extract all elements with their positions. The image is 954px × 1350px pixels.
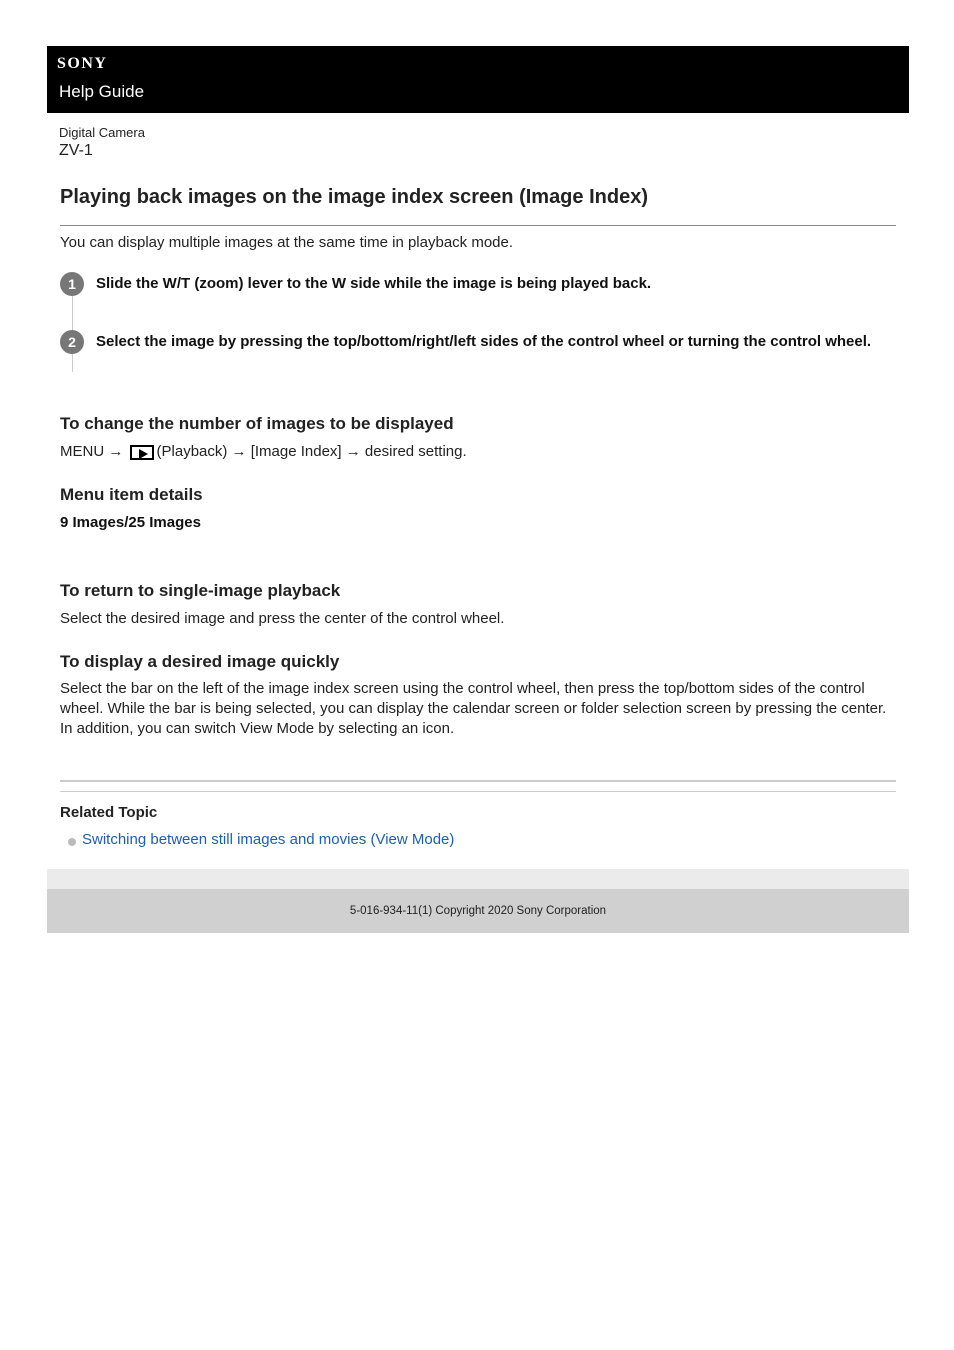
footer-copyright: 5-016-934-11(1) Copyright 2020 Sony Corporation: [47, 889, 909, 933]
section-heading-menu-details: Menu item details: [60, 485, 203, 504]
step-number-1: 1: [60, 272, 84, 296]
bullet-icon: [68, 838, 76, 846]
playback-icon: [130, 445, 154, 460]
related-topic-heading: Related Topic: [60, 804, 158, 821]
title-divider: [60, 225, 896, 226]
page-title: Playing back images on the image index screen (Image Index): [60, 186, 648, 208]
display-quickly-text: Select the bar on the left of the image index screen using the control wheel, then press the top/bottom sides of the control wheel. While the bar is being selected, you can display the calendar screen or folder selection screen by pressing the center. In addition, you can switch View Mode by selecting an icon.: [60, 680, 887, 737]
menu-path-suffix: (Playback) → [Image Index] → desired setting.: [156, 443, 467, 460]
steps-connector-line: [72, 284, 73, 372]
intro-text: You can display multiple images at the same time in playback mode.: [60, 234, 514, 251]
related-divider-top: [60, 780, 896, 782]
section-heading-display-quickly: To display a desired image quickly: [60, 652, 340, 671]
product-model: ZV-1: [59, 142, 93, 159]
menu-item-images: 9 Images/25 Images: [60, 514, 201, 531]
step-text-2: Select the image by pressing the top/bottom/right/left sides of the control wheel or turning the control wheel.: [96, 333, 872, 350]
sony-logo: SONY: [57, 55, 108, 72]
help-guide-title: Help Guide: [59, 82, 145, 101]
menu-path: [60, 442, 467, 462]
footer-spacer: [47, 869, 909, 889]
related-link-view-mode[interactable]: Switching between still images and movies (View Mode): [82, 831, 455, 848]
header-bar: [47, 46, 909, 113]
section-heading-single-playback: To return to single-image playback: [60, 581, 341, 600]
step-number-2: 2: [60, 330, 84, 354]
step-text-1: Slide the W/T (zoom) lever to the W side while the image is being played back.: [96, 275, 652, 292]
menu-path-prefix: MENU →: [60, 443, 124, 460]
section-heading-change-number: To change the number of images to be displayed: [60, 414, 454, 433]
product-category: Digital Camera: [59, 125, 145, 140]
single-playback-text: Select the desired image and press the center of the control wheel.: [60, 610, 505, 627]
related-divider-bottom: [60, 791, 896, 792]
